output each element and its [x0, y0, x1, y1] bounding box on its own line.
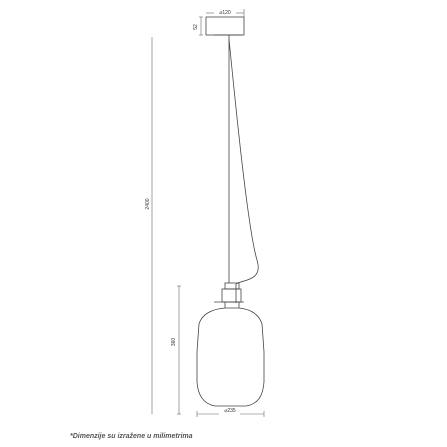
- shade-diameter-label: ⌀235: [224, 408, 236, 414]
- canopy-box: [206, 17, 244, 35]
- glass-shade: [197, 308, 264, 406]
- units-note: *Dimenzije su izražene u milimetrima: [70, 433, 193, 440]
- cable-loop: [229, 39, 258, 284]
- total-height-label: 2400: [145, 198, 151, 210]
- canopy-diameter-label: ⌀120: [219, 10, 231, 16]
- canopy: [206, 17, 244, 39]
- holder-socket: [222, 289, 241, 302]
- lamp-holder: [214, 283, 244, 308]
- canopy-height-dimension: [199, 17, 203, 35]
- canopy-height-label: 52: [193, 24, 199, 30]
- shade-height-label: 360: [171, 337, 177, 347]
- shade-outline: [197, 308, 264, 406]
- holder-top: [225, 283, 239, 289]
- cable: [229, 39, 258, 303]
- shade-height-dimension: [177, 286, 181, 414]
